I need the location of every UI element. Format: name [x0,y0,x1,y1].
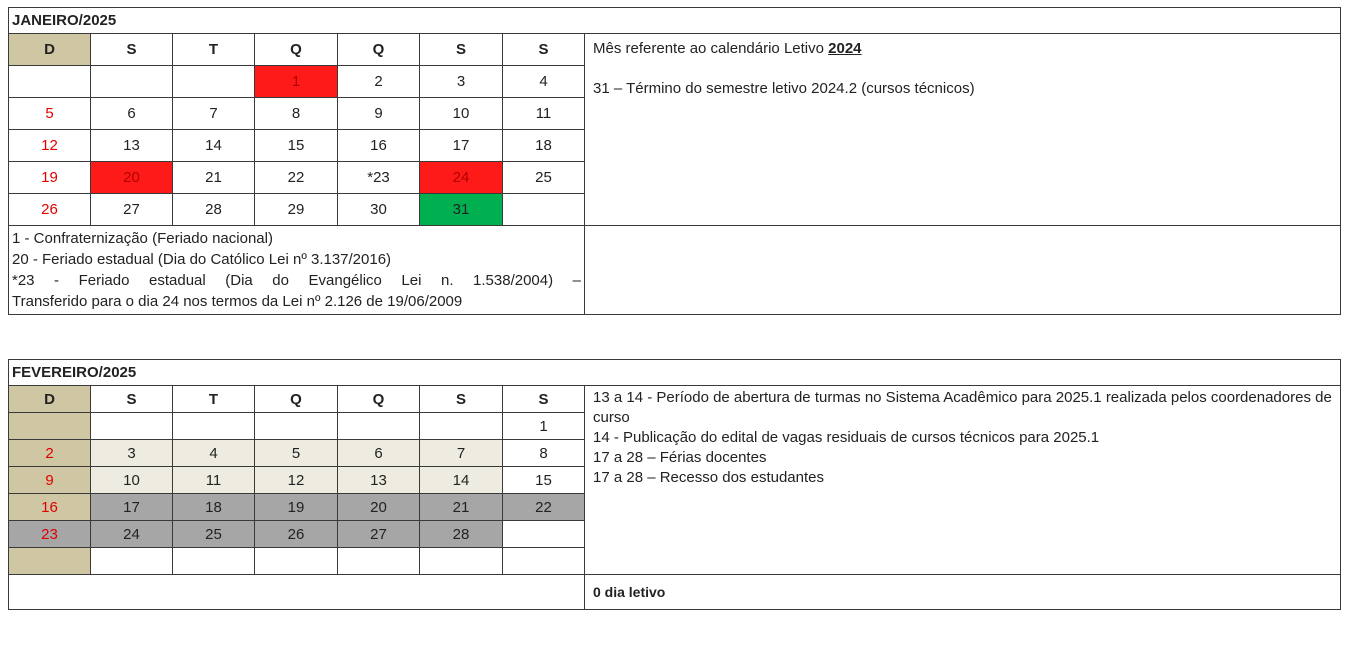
day-cell-vacation: 20 [338,494,420,521]
day-cell: 4 [173,440,255,467]
day-cell: 1 [503,413,585,440]
weekday-header: S [420,34,503,66]
february-notes-blank [9,575,585,610]
day-cell: 9 [338,98,420,130]
note-line: Transferido para o dia 24 nos termos da Lei nº 2.126 de 19/06/2009 [12,293,463,310]
day-cell [420,548,503,575]
day-cell: 11 [503,98,585,130]
day-cell: 7 [173,98,255,130]
day-cell: *23 [338,162,420,194]
day-cell [173,413,255,440]
february-info-line: 17 a 28 – Férias docentes [593,449,767,466]
day-cell: 27 [91,194,173,226]
day-cell [503,194,585,226]
day-cell-sunday: 12 [9,130,91,162]
day-cell: 10 [91,467,173,494]
day-cell [338,413,420,440]
note-line: 1 - Confraternização (Feriado nacional) [12,230,273,247]
day-cell: 6 [338,440,420,467]
day-cell-sunday [9,413,91,440]
day-cell [91,66,173,98]
day-cell: 12 [255,467,338,494]
day-cell: 16 [338,130,420,162]
day-cell-vacation: 26 [255,521,338,548]
day-cell [173,548,255,575]
day-cell [173,66,255,98]
day-cell-sunday: 16 [9,494,91,521]
weekday-header: Q [255,386,338,413]
weekday-header: S [503,386,585,413]
day-cell-vacation: 17 [91,494,173,521]
day-cell-sunday: 5 [9,98,91,130]
day-cell: 3 [91,440,173,467]
january-info-panel [585,34,1341,226]
day-cell: 15 [503,467,585,494]
day-cell-term-end: 31 [420,194,503,226]
day-cell-vacation: 24 [91,521,173,548]
day-cell: 15 [255,130,338,162]
day-cell-sunday: 26 [9,194,91,226]
day-cell-sunday [9,548,91,575]
weekday-header: T [173,34,255,66]
day-cell-holiday: 1 [255,66,338,98]
day-cell: 17 [420,130,503,162]
january-info-line1: Mês referente ao calendário Letivo 2024 [593,40,862,57]
weekday-header: Q [255,34,338,66]
weekday-header: S [503,34,585,66]
day-cell-vacation: 21 [420,494,503,521]
weekday-header: S [91,34,173,66]
day-cell: 14 [173,130,255,162]
day-cell [420,413,503,440]
letivo-year: 2024 [828,40,862,57]
day-cell: 7 [420,440,503,467]
day-cell: 21 [173,162,255,194]
day-cell: 25 [503,162,585,194]
february-info-panel [585,386,1341,575]
february-info-line: 14 - Publicação do edital de vagas residuais de cursos técnicos para 2025.1 [593,429,1100,446]
day-cell-sunday: 9 [9,467,91,494]
day-cell: 13 [338,467,420,494]
day-cell: 18 [503,130,585,162]
day-cell: 6 [91,98,173,130]
february-footer: 0 dia letivo [585,575,1341,610]
day-cell [503,548,585,575]
day-cell-vacation: 27 [338,521,420,548]
note-line: *23 - Feriado estadual (Dia do Evangélico Lei n. 1.538/2004) – [12,272,581,289]
february-title: FEVEREIRO/2025 [9,360,1341,386]
day-cell [503,521,585,548]
january-calendar-table [8,7,1341,315]
weekday-header: S [91,386,173,413]
day-cell-sunday: 2 [9,440,91,467]
day-cell: 29 [255,194,338,226]
day-cell: 14 [420,467,503,494]
weekday-header: Q [338,386,420,413]
day-cell-vacation: 22 [503,494,585,521]
day-cell [91,548,173,575]
january-notes-right-blank [585,226,1341,315]
weekday-header: Q [338,34,420,66]
day-cell: 5 [255,440,338,467]
january-title: JANEIRO/2025 [9,8,1341,34]
day-cell-holiday: 24 [420,162,503,194]
day-cell [255,413,338,440]
day-cell-vacation: 19 [255,494,338,521]
day-cell: 28 [173,194,255,226]
january-info-line2: 31 – Término do semestre letivo 2024.2 (cursos técnicos) [593,80,975,97]
day-cell: 10 [420,98,503,130]
february-info-line: 17 a 28 – Recesso dos estudantes [593,469,824,486]
day-cell [9,66,91,98]
day-cell-vacation: 28 [420,521,503,548]
day-cell-sunday: 19 [9,162,91,194]
day-cell: 22 [255,162,338,194]
day-cell-vacation: 18 [173,494,255,521]
weekday-header: S [420,386,503,413]
day-cell [338,548,420,575]
day-cell-vacation: 25 [173,521,255,548]
day-cell: 4 [503,66,585,98]
day-cell: 11 [173,467,255,494]
february-calendar-table [8,359,1341,610]
weekday-header: T [173,386,255,413]
day-cell [255,548,338,575]
day-cell-holiday: 20 [91,162,173,194]
day-cell [91,413,173,440]
day-cell: 13 [91,130,173,162]
day-cell: 3 [420,66,503,98]
january-notes [9,226,585,315]
day-cell: 30 [338,194,420,226]
day-cell-sunday: 23 [9,521,91,548]
weekday-header-sunday: D [9,386,91,413]
day-cell: 2 [338,66,420,98]
day-cell: 8 [503,440,585,467]
note-line: 20 - Feriado estadual (Dia do Católico Lei nº 3.137/2016) [12,251,392,268]
weekday-header-sunday: D [9,34,91,66]
february-info-line: 13 a 14 - Período de abertura de turmas no Sistema Acadêmico para 2025.1 realizada pelos coordenadores de curso [593,389,1336,426]
day-cell: 8 [255,98,338,130]
